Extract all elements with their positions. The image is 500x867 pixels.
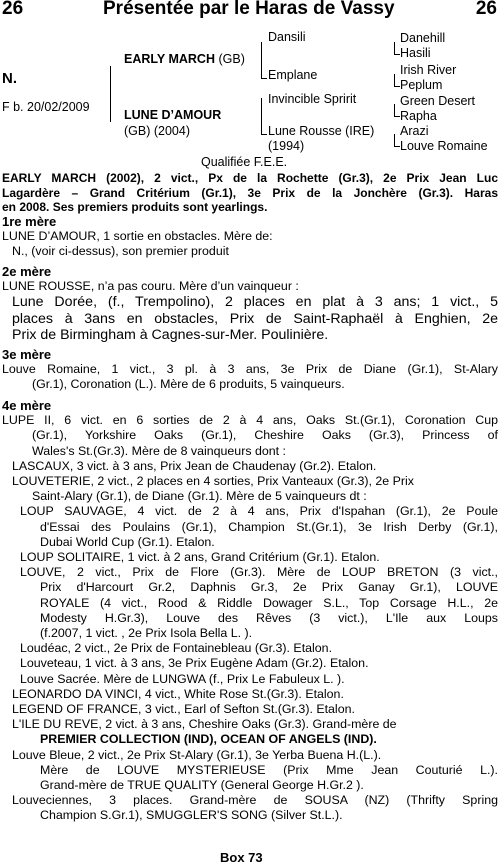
dam-sire-dam: Rapha	[400, 109, 437, 123]
text-line: L'ILE DU REVE, 2 vict. à 3 ans, Cheshire Oaks (Gr.3). Grand-mère de	[12, 717, 397, 732]
sire-note-line: en 2008. Ses premiers produits sont yearlings.	[2, 200, 268, 215]
text-line: ROYALE (4 vict., Rood & Riddle Dowager S.L., Top Corsage H.L., 2e	[40, 595, 498, 610]
sire-note-line: EARLY MARCH (2002), 2 vict., Px de la Rochette (Gr.3), 2e Prix Jean Luc	[2, 171, 498, 185]
text-line: Saint-Alary (Gr.1), de Diane (Gr.1). Mère de 5 vainqueurs dt :	[32, 489, 367, 504]
first-dam-section	[2, 214, 498, 260]
fourth-dam-section	[2, 398, 498, 824]
text-line: (Gr.1), Coronation (L.). Mère de 6 produits, 5 vainqueurs.	[32, 377, 345, 392]
bracket-line	[261, 98, 267, 135]
box-number: Box 73	[220, 850, 263, 865]
dam-dam: Lune Rousse (IRE)	[268, 124, 375, 138]
text-line: LOUP SAUVAGE, 4 vict. de 2 à 4 ans, Prix d'Ispahan (Gr.1), 2e Poule	[20, 504, 498, 519]
sire-note	[2, 171, 498, 215]
third-dam-heading: 3e mère	[2, 347, 52, 362]
dam-dam-dam: Louve Romaine	[400, 139, 488, 153]
text-line: Louve Sacrée. Mère de LUNGWA (f., Prix Le Fabuleux L. ).	[20, 671, 345, 686]
text-line: Prix d'Harcourt Gr.2, Daphnis Gr.3, 2e Prix Ganay Gr.1), LOUVE	[40, 580, 498, 595]
second-dam-section	[2, 264, 498, 344]
text-line: LUNE D’AMOUR, 1 sortie en obstacles. Mère de:	[2, 229, 273, 244]
page-title: Présentée par le Haras de Vassy	[103, 0, 395, 19]
text-line: LOUVE, 2 vict., Prix de Flore (Gr.3). Mère de LOUP BRETON (3 vict.,	[20, 565, 498, 580]
text-line: Grand-mère de TRUE QUALITY (General George H.Gr.2 ).	[40, 778, 364, 793]
text-line: LEONARDO DA VINCI, 4 vict., White Rose St.(Gr.3). Etalon.	[12, 686, 344, 701]
sire-dam-sire: Irish River	[400, 63, 457, 77]
text-line: (f.2007, 1 vict. , 2e Prix Isola Bella L. ).	[40, 626, 253, 641]
sire-sire-sire: Danehill	[400, 31, 446, 45]
horse-info: F b. 20/02/2009	[2, 100, 90, 114]
text-line: Louve Bleue, 2 vict., 2e Prix St-Alary (Gr.1), 3e Yerba Buena H.(L.).	[12, 747, 382, 762]
text-line: Wales's St.(Gr.3). Mère de 8 vainqueurs dont :	[32, 443, 286, 458]
sire-note-line: Lagardère – Grand Critérium (Gr.1), 3e Prix de la Jonchère (Gr.3). Haras	[2, 185, 498, 200]
dam-sire-sire: Green Desert	[400, 94, 476, 108]
bracket-line	[261, 42, 267, 79]
text-line: places à 3ans en obstacles, Prix de Saint-Raphaël à Enghien, 2e	[12, 310, 498, 327]
third-dam-section	[2, 347, 498, 393]
text-line: LUNE ROUSSE, n’a pas couru. Mère d’un vainqueur :	[2, 279, 299, 294]
text-line: LOUP SOLITAIRE, 1 vict. à 2 ans, Grand Critérium (Gr.1). Etalon.	[20, 550, 380, 565]
first-dam-heading: 1re mère	[2, 214, 57, 229]
dam-sire: Invincible Spririt	[268, 92, 357, 106]
second-dam-heading: 2e mère	[2, 264, 52, 279]
text-line: Louve Romaine, 1 vict., 3 pl. à 3 ans, 3e Prix de Diane (Gr.1), St-Alary	[2, 362, 498, 377]
sire-sire-dam: Hasili	[400, 46, 431, 60]
dam-dam-sire: Arazi	[400, 124, 429, 138]
bracket-line	[110, 66, 111, 122]
text-line: d'Essai des Poulains (Gr.1), Champion St.(Gr.1), 3e Irish Derby (Gr.1),	[40, 519, 498, 534]
qualification: Qualifiée F.E.E.	[201, 155, 288, 169]
text-line: LOUVETERIE, 2 vict., 2 places en 4 sorties, Prix Vanteaux (Gr.3), 2e Prix	[12, 474, 414, 489]
fourth-dam-heading: 4e mère	[2, 398, 52, 413]
sire-sire: Dansili	[268, 30, 306, 44]
horse-name: N.	[2, 70, 17, 87]
page-number-right: 26	[475, 0, 497, 19]
text-line: Champion S.Gr.1), SMUGGLER'S SONG (Silver St.L.).	[40, 808, 343, 823]
sire-dam-dam: Peplum	[400, 78, 443, 92]
text-line: Mère de LOUVE MYSTERIEUSE (Prix Mme Jean Couturié L.).	[40, 762, 498, 777]
text-line: Loudéac, 2 vict., 2e Prix de Fontainebleau (Gr.3). Etalon.	[20, 641, 333, 656]
text-line: LEGEND OF FRANCE, 3 vict., Earl of Sefton St.(Gr.3). Etalon.	[12, 702, 355, 717]
dam-dam-year: (1994)	[268, 139, 305, 153]
dam: LUNE D’AMOUR	[124, 108, 222, 122]
text-line: Modesty H.Gr.3), Louve des Rêves (3 vict.), L'Ile aux Loups	[40, 610, 498, 625]
text-line: N., (voir ci-dessus), son premier produit	[12, 244, 229, 259]
text-line: (Gr.1), Yorkshire Oaks (Gr.1), Cheshire Oaks (Gr.3), Princess of	[32, 428, 498, 443]
text-line: Dubai World Cup (Gr.1). Etalon.	[40, 534, 215, 549]
text-line: Lune Dorée, (f., Trempolino), 2 places en plat à 3 ans; 1 vict., 5	[12, 294, 498, 311]
page-number-left: 26	[2, 0, 24, 19]
sire: EARLY MARCH (GB)	[124, 52, 245, 66]
text-line: LASCAUX, 3 vict. à 3 ans, Prix Jean de Chaudenay (Gr.2). Etalon.	[12, 458, 377, 473]
text-line: LUPE II, 6 vict. en 6 sorties de 2 à 4 ans, Oaks St.(Gr.1), Coronation Cup	[2, 413, 498, 428]
sire-dam: Emplane	[268, 68, 318, 82]
text-line: PREMIER COLLECTION (IND), OCEAN OF ANGELS (IND).	[40, 732, 377, 747]
dam-info: (GB) (2004)	[124, 124, 190, 138]
text-line: Louveciennes, 3 places. Grand-mère de SOUSA (NZ) (Thrifty Spring	[12, 793, 498, 808]
text-line: Prix de Birmingham à Cagnes-sur-Mer. Poulinière.	[12, 327, 329, 344]
text-line: Louveteau, 1 vict. à 3 ans, 3e Prix Eugène Adam (Gr.2). Etalon.	[20, 656, 369, 671]
